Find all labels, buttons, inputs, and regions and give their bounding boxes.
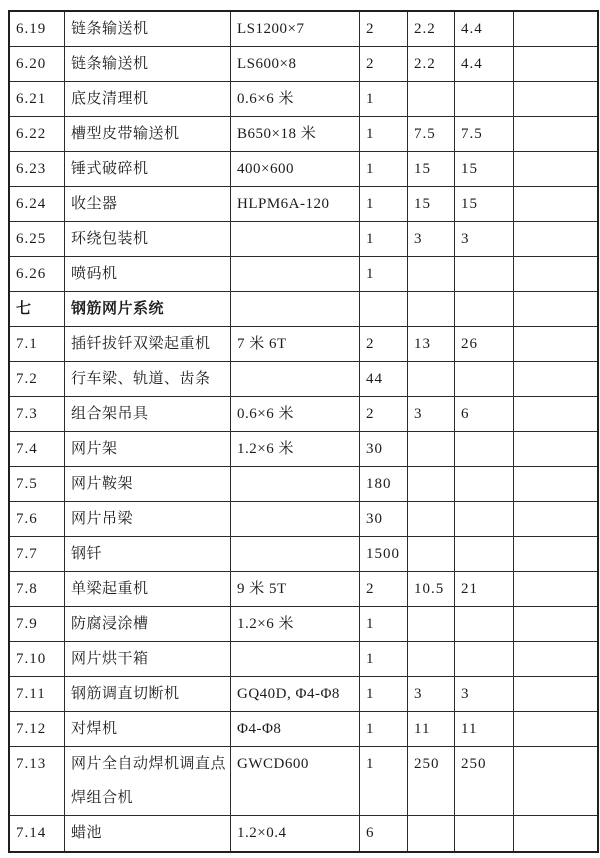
table-row col-item-number: 7.2: [10, 362, 65, 397]
table-row col-equipment-name: 对焊机: [65, 712, 231, 747]
section-row col-equipment-name: 钢筋网片系统: [65, 292, 231, 327]
table-row col-specification: 1.2×6 米: [231, 607, 360, 642]
table-row col-quantity: 1: [360, 257, 408, 292]
table-row col-quantity: 30: [360, 502, 408, 537]
table-row col-specification: [231, 467, 360, 502]
table-row col-quantity: 1: [360, 677, 408, 712]
table-row col-item-number: 6.22: [10, 117, 65, 152]
table-row col-specification: Φ4-Φ8: [231, 712, 360, 747]
table-row col-total-power: 4.4: [455, 47, 514, 82]
table-row col-equipment-name: 网片烘干箱: [65, 642, 231, 677]
table-row col-equipment-name: 单梁起重机: [65, 572, 231, 607]
section-row col-item-number: 七: [10, 292, 65, 327]
table-row col-total-power: 15: [455, 187, 514, 222]
table-row col-remark: [514, 82, 597, 117]
table-row col-specification: 400×600: [231, 152, 360, 187]
section-row col-specification: [231, 292, 360, 327]
table-row col-item-number: 7.11: [10, 677, 65, 712]
table-row col-quantity: 2: [360, 327, 408, 362]
table-row col-equipment-name: 链条输送机: [65, 12, 231, 47]
table-row col-unit-power: 250: [408, 747, 455, 816]
table-row col-total-power: [455, 537, 514, 572]
table-row col-unit-power: 7.5: [408, 117, 455, 152]
table-row col-unit-power: [408, 467, 455, 502]
table-row col-remark: [514, 747, 597, 816]
table-row col-remark: [514, 187, 597, 222]
table-row col-specification: 1.2×6 米: [231, 432, 360, 467]
table-row col-equipment-name: 槽型皮带输送机: [65, 117, 231, 152]
table-row col-item-number: 7.1: [10, 327, 65, 362]
table-row col-unit-power: [408, 816, 455, 851]
table-row col-remark: [514, 152, 597, 187]
table-row col-remark: [514, 572, 597, 607]
table-row col-unit-power: [408, 607, 455, 642]
table-row col-equipment-name: 蜡池: [65, 816, 231, 851]
table-row col-unit-power: 2.2: [408, 47, 455, 82]
table-row col-specification: 0.6×6 米: [231, 397, 360, 432]
table-row col-total-power: 21: [455, 572, 514, 607]
table-row col-equipment-name: 收尘器: [65, 187, 231, 222]
table-row col-equipment-name: 插钎拔钎双梁起重机: [65, 327, 231, 362]
table-row col-unit-power: 15: [408, 187, 455, 222]
table-row col-quantity: 1: [360, 222, 408, 257]
table-row col-quantity: 1: [360, 747, 408, 816]
table-row col-item-number: 6.23: [10, 152, 65, 187]
table-row col-quantity: 1: [360, 117, 408, 152]
table-row col-item-number: 7.4: [10, 432, 65, 467]
table-row col-equipment-name: 防腐浸涂槽: [65, 607, 231, 642]
section-row col-quantity: [360, 292, 408, 327]
table-row col-total-power: [455, 432, 514, 467]
table-row col-item-number: 7.7: [10, 537, 65, 572]
table-row col-equipment-name: 行车梁、轨道、齿条: [65, 362, 231, 397]
table-row col-quantity: 44: [360, 362, 408, 397]
table-row col-specification: B650×18 米: [231, 117, 360, 152]
table-row col-total-power: [455, 82, 514, 117]
table-row col-quantity: 2: [360, 572, 408, 607]
table-row col-equipment-name: 网片鞍架: [65, 467, 231, 502]
table-row col-equipment-name: 网片全自动焊机调直点焊组合机: [65, 747, 231, 816]
section-row col-unit-power: [408, 292, 455, 327]
table-row col-specification: [231, 222, 360, 257]
table-row col-total-power: [455, 816, 514, 851]
table-row col-specification: [231, 502, 360, 537]
table-row col-remark: [514, 467, 597, 502]
table-row col-specification: [231, 537, 360, 572]
table-row col-unit-power: [408, 362, 455, 397]
table-row col-total-power: 7.5: [455, 117, 514, 152]
table-row col-quantity: 1: [360, 642, 408, 677]
table-row col-specification: GWCD600: [231, 747, 360, 816]
table-row col-remark: [514, 12, 597, 47]
table-row col-total-power: [455, 502, 514, 537]
table-row col-equipment-name: 锤式破碎机: [65, 152, 231, 187]
table-row col-specification: LS1200×7: [231, 12, 360, 47]
table-row col-remark: [514, 257, 597, 292]
table-row col-specification: GQ40D, Φ4-Φ8: [231, 677, 360, 712]
table-row col-equipment-name: 钢筋调直切断机: [65, 677, 231, 712]
table-row col-unit-power: [408, 82, 455, 117]
table-row col-unit-power: 11: [408, 712, 455, 747]
table-row col-total-power: 11: [455, 712, 514, 747]
table-row col-unit-power: 2.2: [408, 12, 455, 47]
table-row col-remark: [514, 642, 597, 677]
table-row col-specification: [231, 642, 360, 677]
table-row col-item-number: 7.12: [10, 712, 65, 747]
table-row col-equipment-name: 组合架吊具: [65, 397, 231, 432]
table-row col-quantity: 2: [360, 47, 408, 82]
table-row col-specification: 7 米 6T: [231, 327, 360, 362]
table-row col-unit-power: [408, 257, 455, 292]
table-row col-equipment-name: 网片架: [65, 432, 231, 467]
table-row col-item-number: 6.19: [10, 12, 65, 47]
table-row col-item-number: 6.25: [10, 222, 65, 257]
table-row col-item-number: 7.5: [10, 467, 65, 502]
table-row col-quantity: 1: [360, 607, 408, 642]
table-row col-item-number: 7.8: [10, 572, 65, 607]
table-row col-unit-power: [408, 642, 455, 677]
table-row col-quantity: 30: [360, 432, 408, 467]
table-row col-unit-power: 10.5: [408, 572, 455, 607]
table-row col-specification: LS600×8: [231, 47, 360, 82]
table-row col-remark: [514, 222, 597, 257]
table-row col-quantity: 1: [360, 187, 408, 222]
table-row col-equipment-name: 喷码机: [65, 257, 231, 292]
table-row col-specification: HLPM6A-120: [231, 187, 360, 222]
table-row col-equipment-name: 链条输送机: [65, 47, 231, 82]
table-row col-total-power: 4.4: [455, 12, 514, 47]
section-row col-remark: [514, 292, 597, 327]
table-row col-item-number: 6.20: [10, 47, 65, 82]
table-row col-total-power: [455, 642, 514, 677]
table-row col-unit-power: 13: [408, 327, 455, 362]
table-row col-quantity: 2: [360, 12, 408, 47]
table-row col-unit-power: [408, 432, 455, 467]
table-row col-remark: [514, 327, 597, 362]
table-row col-total-power: 3: [455, 677, 514, 712]
table-row col-quantity: 1500: [360, 537, 408, 572]
table-row col-quantity: 1: [360, 82, 408, 117]
table-row col-specification: 1.2×0.4: [231, 816, 360, 851]
table-row col-item-number: 7.3: [10, 397, 65, 432]
table-row col-remark: [514, 712, 597, 747]
table-row col-remark: [514, 397, 597, 432]
table-row col-total-power: 3: [455, 222, 514, 257]
table-row col-specification: [231, 257, 360, 292]
table-row col-total-power: [455, 257, 514, 292]
table-row col-total-power: 26: [455, 327, 514, 362]
table-row col-total-power: 6: [455, 397, 514, 432]
table-row col-quantity: 1: [360, 152, 408, 187]
table-row col-remark: [514, 607, 597, 642]
table-row col-equipment-name: 钢钎: [65, 537, 231, 572]
table-row col-remark: [514, 502, 597, 537]
table-row col-quantity: 180: [360, 467, 408, 502]
table-row col-specification: [231, 362, 360, 397]
section-row col-total-power: [455, 292, 514, 327]
table-row col-remark: [514, 432, 597, 467]
table-row col-total-power: 15: [455, 152, 514, 187]
table-row col-item-number: 7.14: [10, 816, 65, 851]
table-row col-unit-power: 15: [408, 152, 455, 187]
table-row col-equipment-name: 底皮清理机: [65, 82, 231, 117]
table-row col-total-power: 250: [455, 747, 514, 816]
table-row col-remark: [514, 117, 597, 152]
table-row col-total-power: [455, 362, 514, 397]
table-row col-unit-power: [408, 537, 455, 572]
table-row col-specification: 0.6×6 米: [231, 82, 360, 117]
table-row col-item-number: 7.13: [10, 747, 65, 816]
table-row col-remark: [514, 677, 597, 712]
table-row col-remark: [514, 537, 597, 572]
table-row col-item-number: 7.10: [10, 642, 65, 677]
table-row col-item-number: 7.9: [10, 607, 65, 642]
table-row col-quantity: 2: [360, 397, 408, 432]
table-row col-item-number: 6.24: [10, 187, 65, 222]
table-row col-unit-power: 3: [408, 397, 455, 432]
table-row col-quantity: 6: [360, 816, 408, 851]
equipment-list-table: [8, 10, 599, 853]
table-row col-item-number: 6.26: [10, 257, 65, 292]
table-row col-item-number: 6.21: [10, 82, 65, 117]
table-row col-total-power: [455, 467, 514, 502]
table-row col-remark: [514, 816, 597, 851]
table-row col-remark: [514, 47, 597, 82]
table-row col-specification: 9 米 5T: [231, 572, 360, 607]
table-row col-remark: [514, 362, 597, 397]
table-row col-equipment-name: 网片吊梁: [65, 502, 231, 537]
table-row col-item-number: 7.6: [10, 502, 65, 537]
table-row col-quantity: 1: [360, 712, 408, 747]
table-row col-unit-power: 3: [408, 677, 455, 712]
table-row col-equipment-name: 环绕包装机: [65, 222, 231, 257]
table-row col-unit-power: [408, 502, 455, 537]
table-row col-unit-power: 3: [408, 222, 455, 257]
table-row col-total-power: [455, 607, 514, 642]
